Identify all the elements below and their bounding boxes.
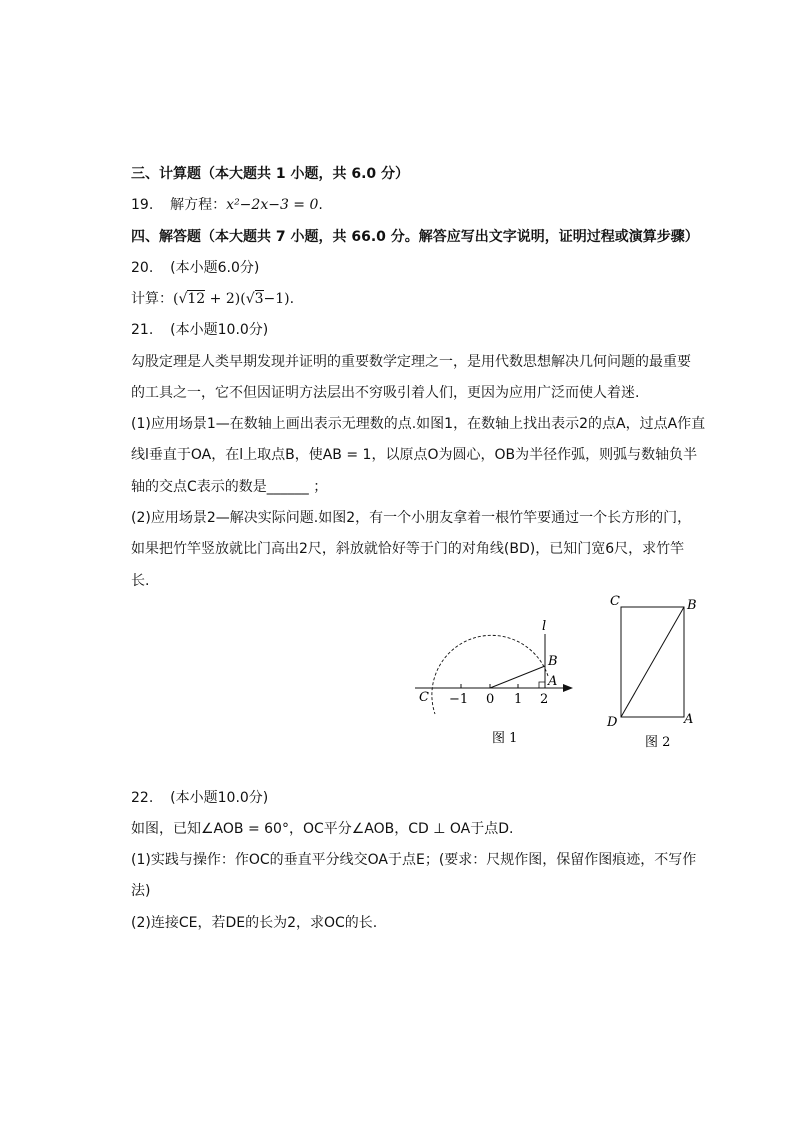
q22-header (131, 788, 268, 808)
q21-header (131, 320, 268, 340)
q20-score: (本小题6.0分) (170, 260, 260, 276)
label-b: B (687, 598, 697, 613)
q20-expr-c: −1) (263, 291, 290, 307)
q22-part1-line1: (1)实践与操作：作OC的垂直平分线交OA于点E；(要求：尺规作图，保留作图痕迹，不写作 (131, 852, 697, 868)
q21-intro-line2: 的工具之一，它不但因证明方法层出不穷吸引着人们，更因为应用广泛而使人着迷. (131, 385, 640, 401)
right-angle-icon (539, 682, 545, 688)
q22-part2: (2)连接CE，若DE的长为2，求OC的长. (131, 915, 378, 931)
q21-part2-line1: (2)应用场景2—解决实际问题.如图2，有一个小朋友拿着一根竹竿要通过一个长方形的门， (131, 510, 692, 526)
sqrt-icon: √ (178, 291, 188, 307)
figure1-caption: 图 1 (492, 731, 518, 746)
figure1-number-line (405, 610, 585, 750)
tick-label-2: 2 (540, 692, 549, 707)
q21-part2-line3: 长. (131, 573, 150, 589)
tick-label-1: 1 (514, 692, 523, 707)
q22-part1-line2: 法) (131, 883, 151, 899)
diagonal-bd (621, 607, 684, 717)
label-c: C (610, 594, 620, 609)
axis-arrow-icon (563, 684, 573, 692)
q20-radicand2: 3 (254, 291, 264, 307)
label-a: A (548, 674, 558, 689)
section4-heading: 四、解答题（本大题共 7 小题，共 66.0 分。解答应写出文字说明，证明过程或演算步骤） (131, 229, 699, 245)
q20-prompt: 计算： (131, 291, 173, 307)
q20-expression (131, 289, 294, 309)
tick-label-neg1: −1 (449, 692, 469, 707)
q19-equation: x²−2x−3 = 0 (226, 197, 319, 213)
q21-score: (本小题10.0分) (170, 322, 269, 338)
q21-part1-line2: 线l垂直于OA，在l上取点B，使AB = 1，以原点O为圆心，OB为半径作弧，则弧与数轴负半 (131, 447, 698, 463)
q22-score: (本小题10.0分) (170, 790, 269, 806)
label-l: l (542, 619, 547, 634)
figure2-caption: 图 2 (645, 735, 671, 750)
q21-part1-line1: (1)应用场景1—在数轴上画出表示无理数的点.如图1，在数轴上找出表示2的点A，过点A作直 (131, 416, 706, 432)
sqrt-icon: √ (245, 291, 255, 307)
q20-expr-a: ( (173, 291, 179, 307)
q20-expr-b: + 2)( (205, 291, 246, 307)
q19 (131, 195, 323, 215)
label-c: C (419, 690, 429, 705)
q19-number: 19. (131, 197, 154, 213)
q20-radicand1: 12 (187, 291, 206, 307)
q21-number: 21. (131, 322, 154, 338)
tick-label-0: 0 (486, 692, 495, 707)
q20-number: 20. (131, 260, 154, 276)
q20-end: . (289, 291, 295, 307)
label-b: B (548, 654, 558, 669)
q21-part2-line2: 如果把竹竿竖放就比门高出2尺，斜放就恰好等于门的对角线(BD)，已知门宽6尺，求竹竿 (131, 541, 685, 557)
q21-part1-line3: 轴的交点C表示的数是______ ； (131, 479, 328, 495)
q20-header (131, 258, 259, 278)
q19-end: . (318, 197, 323, 213)
label-d: D (607, 715, 618, 730)
q21-intro-line1: 勾股定理是人类早期发现并证明的重要数学定理之一，是用代数思想解决几何问题的最重要 (131, 354, 691, 370)
q22-given: 如图，已知∠AOB = 60°，OC平分∠AOB，CD ⊥ OA于点D. (131, 821, 514, 837)
label-a: A (684, 712, 694, 727)
figure2-door (600, 590, 710, 755)
section3-heading: 三、计算题（本大题共 1 小题，共 6.0 分） (131, 166, 410, 182)
q19-prompt: 解方程： (170, 197, 227, 213)
q22-number: 22. (131, 790, 154, 806)
